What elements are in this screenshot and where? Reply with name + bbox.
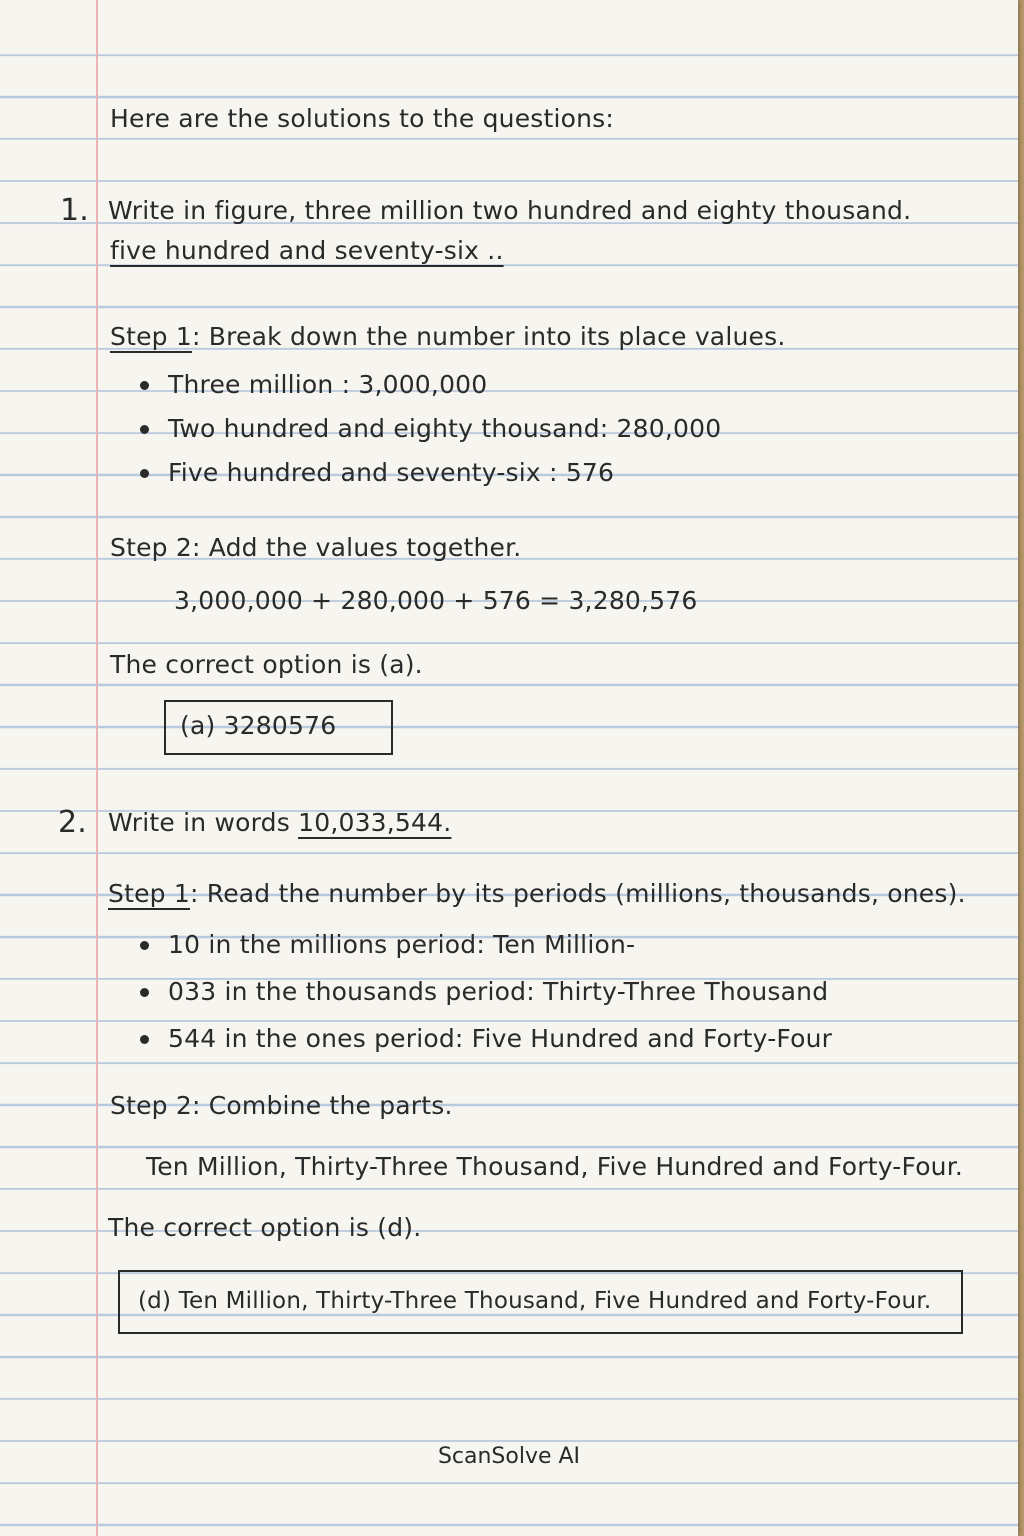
question-2-prefix: Write in words: [108, 808, 299, 837]
q1-step-1: [110, 322, 785, 351]
q2-step-1-text: : Read the number by its periods (millions, thousands, ones).: [189, 879, 966, 908]
q2-answer-box: [118, 1270, 963, 1334]
question-1-line-2: five hundred and seventy-six ..: [110, 236, 504, 265]
q1-step-1-label: Step 1: [110, 322, 192, 351]
q1-step-1-text: : Break down the number into its place values.: [191, 322, 786, 351]
question-1-line-1: Write in figure, three million two hundred and eighty thousand.: [108, 196, 912, 225]
intro-text: Here are the solutions to the questions:: [110, 104, 615, 133]
bullet-icon: [140, 988, 149, 997]
question-2-line: [108, 808, 451, 837]
q1-correct-option: The correct option is (a).: [110, 650, 423, 679]
q1-equation: 3,000,000 + 280,000 + 576 = 3,280,576: [174, 586, 698, 615]
margin-line: [96, 0, 98, 1536]
q2-step-1: [108, 879, 966, 908]
q2-step-2: Step 2: Combine the parts.: [110, 1091, 453, 1120]
question-2-number: 2.: [58, 805, 88, 840]
q2-bullet-3: 544 in the ones period: Five Hundred and Forty-Four: [168, 1024, 833, 1053]
q2-correct-option: The correct option is (d).: [108, 1213, 422, 1242]
bullet-icon: [140, 941, 149, 950]
footer-brand: ScanSolve AI: [437, 1444, 581, 1469]
bullet-icon: [140, 381, 149, 390]
q1-bullet-3: Five hundred and seventy-six : 576: [168, 458, 615, 487]
q2-bullet-2: 033 in the thousands period: Thirty-Three Thousand: [168, 977, 829, 1006]
q1-bullet-2: Two hundred and eighty thousand: 280,000: [168, 414, 722, 443]
q2-answer: (d) Ten Million, Thirty-Three Thousand, Five Hundred and Forty-Four.: [138, 1288, 932, 1314]
q1-step-2: Step 2: Add the values together.: [110, 533, 522, 562]
q2-step-1-label: Step 1: [108, 879, 190, 908]
question-1-number: 1.: [60, 193, 90, 228]
q1-bullet-1: Three million : 3,000,000: [168, 370, 488, 399]
q1-answer: (a) 3280576: [180, 711, 337, 740]
question-2-value: 10,033,544.: [298, 808, 452, 837]
bullet-icon: [140, 425, 149, 434]
q1-answer-box: [164, 700, 393, 755]
bullet-icon: [140, 469, 149, 478]
q2-combined: Ten Million, Thirty-Three Thousand, Five Hundred and Forty-Four.: [146, 1152, 964, 1181]
bullet-icon: [140, 1035, 149, 1044]
q2-bullet-1: 10 in the millions period: Ten Million-: [168, 930, 636, 959]
